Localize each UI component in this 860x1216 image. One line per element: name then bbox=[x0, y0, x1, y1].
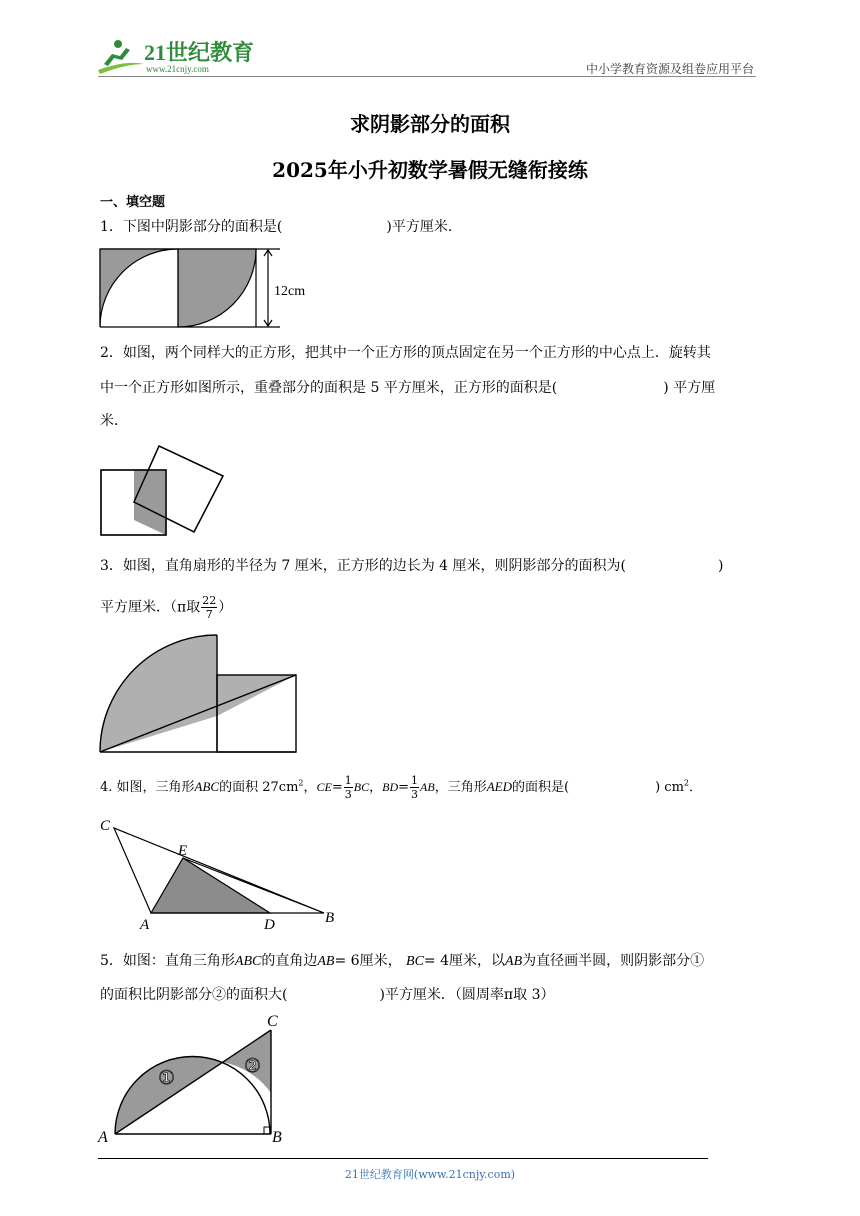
header-divider bbox=[98, 76, 756, 77]
q4-fraction-2 bbox=[410, 774, 419, 801]
q5-region-1-label: ① bbox=[158, 1068, 176, 1089]
q5-text-5: )平方厘米．（圆周率π取 3） bbox=[379, 987, 555, 1003]
q4-text-1: 4. 如图，三角形 bbox=[100, 780, 195, 795]
q4-frac1-den: 3 bbox=[344, 788, 352, 801]
question-2-line1: 2．如图，两个同样大的正方形，把其中一个正方形的顶点固定在另一个正方形的中心点上．旋转其 bbox=[100, 345, 711, 361]
q5-text-4: 的面积比阴影部分②的面积大( bbox=[100, 987, 288, 1003]
q4-frac2-num: 1 bbox=[411, 774, 419, 787]
footer-divider bbox=[98, 1158, 708, 1159]
section-heading: 一、填空题 bbox=[100, 195, 166, 210]
q4-text-5: ) cm bbox=[655, 780, 684, 795]
q5-unit-2: 厘米，以 bbox=[449, 953, 506, 969]
q4-label-b: B bbox=[325, 910, 335, 926]
q3-text-b: ) bbox=[717, 558, 724, 574]
q4-label-e: E bbox=[178, 843, 188, 859]
q1-text-b: )平方厘米． bbox=[386, 219, 462, 235]
q5-unit-1: 厘米， bbox=[359, 953, 402, 969]
question-1 bbox=[100, 220, 462, 234]
q4-fraction-1 bbox=[344, 774, 353, 801]
question-4 bbox=[100, 774, 702, 801]
q5-label-b: B bbox=[272, 1129, 282, 1146]
q3-text-c: 平方厘米．（π取 bbox=[100, 599, 201, 616]
q5-text-1: 5．如图：直角三角形 bbox=[100, 953, 235, 969]
q2-text-b: ) 平方厘 bbox=[663, 380, 716, 396]
q4-frac1-num: 1 bbox=[344, 774, 352, 787]
q4-abc: ABC bbox=[194, 779, 220, 794]
q3-frac-den: 7 bbox=[205, 608, 213, 621]
q2-figure bbox=[96, 440, 236, 542]
q4-ce: CE bbox=[316, 780, 332, 794]
q4-ab: AB bbox=[420, 780, 435, 794]
q1-text-a: 1．下图中阴影部分的面积是( bbox=[100, 219, 283, 235]
q4-area-sup: 2 bbox=[298, 778, 304, 788]
q4-unit-sup: 2 bbox=[683, 778, 689, 788]
q5-label-a: A bbox=[98, 1129, 108, 1146]
q4-label-d: D bbox=[264, 917, 275, 932]
q5-abc: ABC bbox=[234, 954, 262, 969]
q4-bd: BD bbox=[382, 780, 399, 794]
question-3-line1 bbox=[100, 559, 723, 573]
site-logo bbox=[96, 34, 266, 78]
q5-ab-1: AB bbox=[317, 954, 335, 969]
q4-comma-2: ， bbox=[369, 780, 383, 795]
q1-dimension-label: 12cm bbox=[274, 284, 306, 299]
q3-frac-num: 22 bbox=[202, 594, 217, 607]
question-3-line2 bbox=[100, 594, 232, 621]
q5-eq4: = 4 bbox=[423, 953, 450, 969]
logo-text: 21世纪教育 bbox=[144, 40, 255, 65]
question-5-line1 bbox=[100, 954, 704, 969]
q4-comma-1: ， bbox=[303, 780, 317, 795]
question-2-line2 bbox=[100, 381, 715, 395]
q4-bc: BC bbox=[353, 780, 370, 794]
q3-text-d: ） bbox=[218, 599, 233, 616]
q1-figure bbox=[96, 246, 326, 332]
q4-text-6: ． bbox=[689, 780, 703, 795]
q4-figure bbox=[96, 814, 346, 932]
q4-frac2-den: 3 bbox=[411, 788, 419, 801]
question-5-line2 bbox=[100, 988, 555, 1002]
q2-text-a: 中一个正方形如图所示，重叠部分的面积是 5 平方厘米，正方形的面积是( bbox=[100, 380, 558, 396]
q4-text-2: 的面积 bbox=[219, 780, 259, 795]
q5-figure bbox=[96, 1008, 302, 1148]
q5-ab-2: AB bbox=[505, 954, 523, 969]
q4-area: 27cm bbox=[262, 780, 299, 795]
q5-bc: BC bbox=[406, 954, 424, 969]
q5-text-2: 的直角边 bbox=[261, 953, 318, 969]
q4-label-a: A bbox=[140, 917, 150, 932]
q3-pi-fraction bbox=[201, 594, 217, 621]
q5-label-c: C bbox=[267, 1013, 278, 1030]
page-subtitle: 2025年小升初数学暑假无缝衔接练 bbox=[272, 158, 588, 182]
q4-eq-2: = bbox=[398, 780, 410, 795]
footer-link[interactable]: 21世纪教育网(www.21cnjy.com) bbox=[344, 1168, 516, 1181]
q4-label-c: C bbox=[100, 818, 111, 834]
question-2-line3: 米． bbox=[100, 413, 128, 429]
q5-text-3: 为直径画半圆，则阴影部分① bbox=[522, 953, 705, 969]
q5-eq6: = 6 bbox=[334, 953, 360, 969]
q4-eq-1: = bbox=[331, 780, 343, 795]
q5-region-2-label: ② bbox=[244, 1056, 262, 1077]
q4-text-4: 的面积是( bbox=[512, 780, 570, 795]
q3-text-a: 3．如图，直角扇形的半径为 7 厘米，正方形的边长为 4 厘米，则阴影部分的面积为( bbox=[100, 558, 626, 574]
q4-text-3: ，三角形 bbox=[434, 780, 487, 795]
platform-name: 中小学教育资源及组卷应用平台 bbox=[585, 62, 754, 76]
q3-figure bbox=[96, 632, 302, 756]
logo-url: www.21cnjy.com bbox=[146, 64, 209, 74]
page-title: 求阴影部分的面积 bbox=[350, 112, 510, 136]
q4-aed: AED bbox=[486, 779, 513, 794]
